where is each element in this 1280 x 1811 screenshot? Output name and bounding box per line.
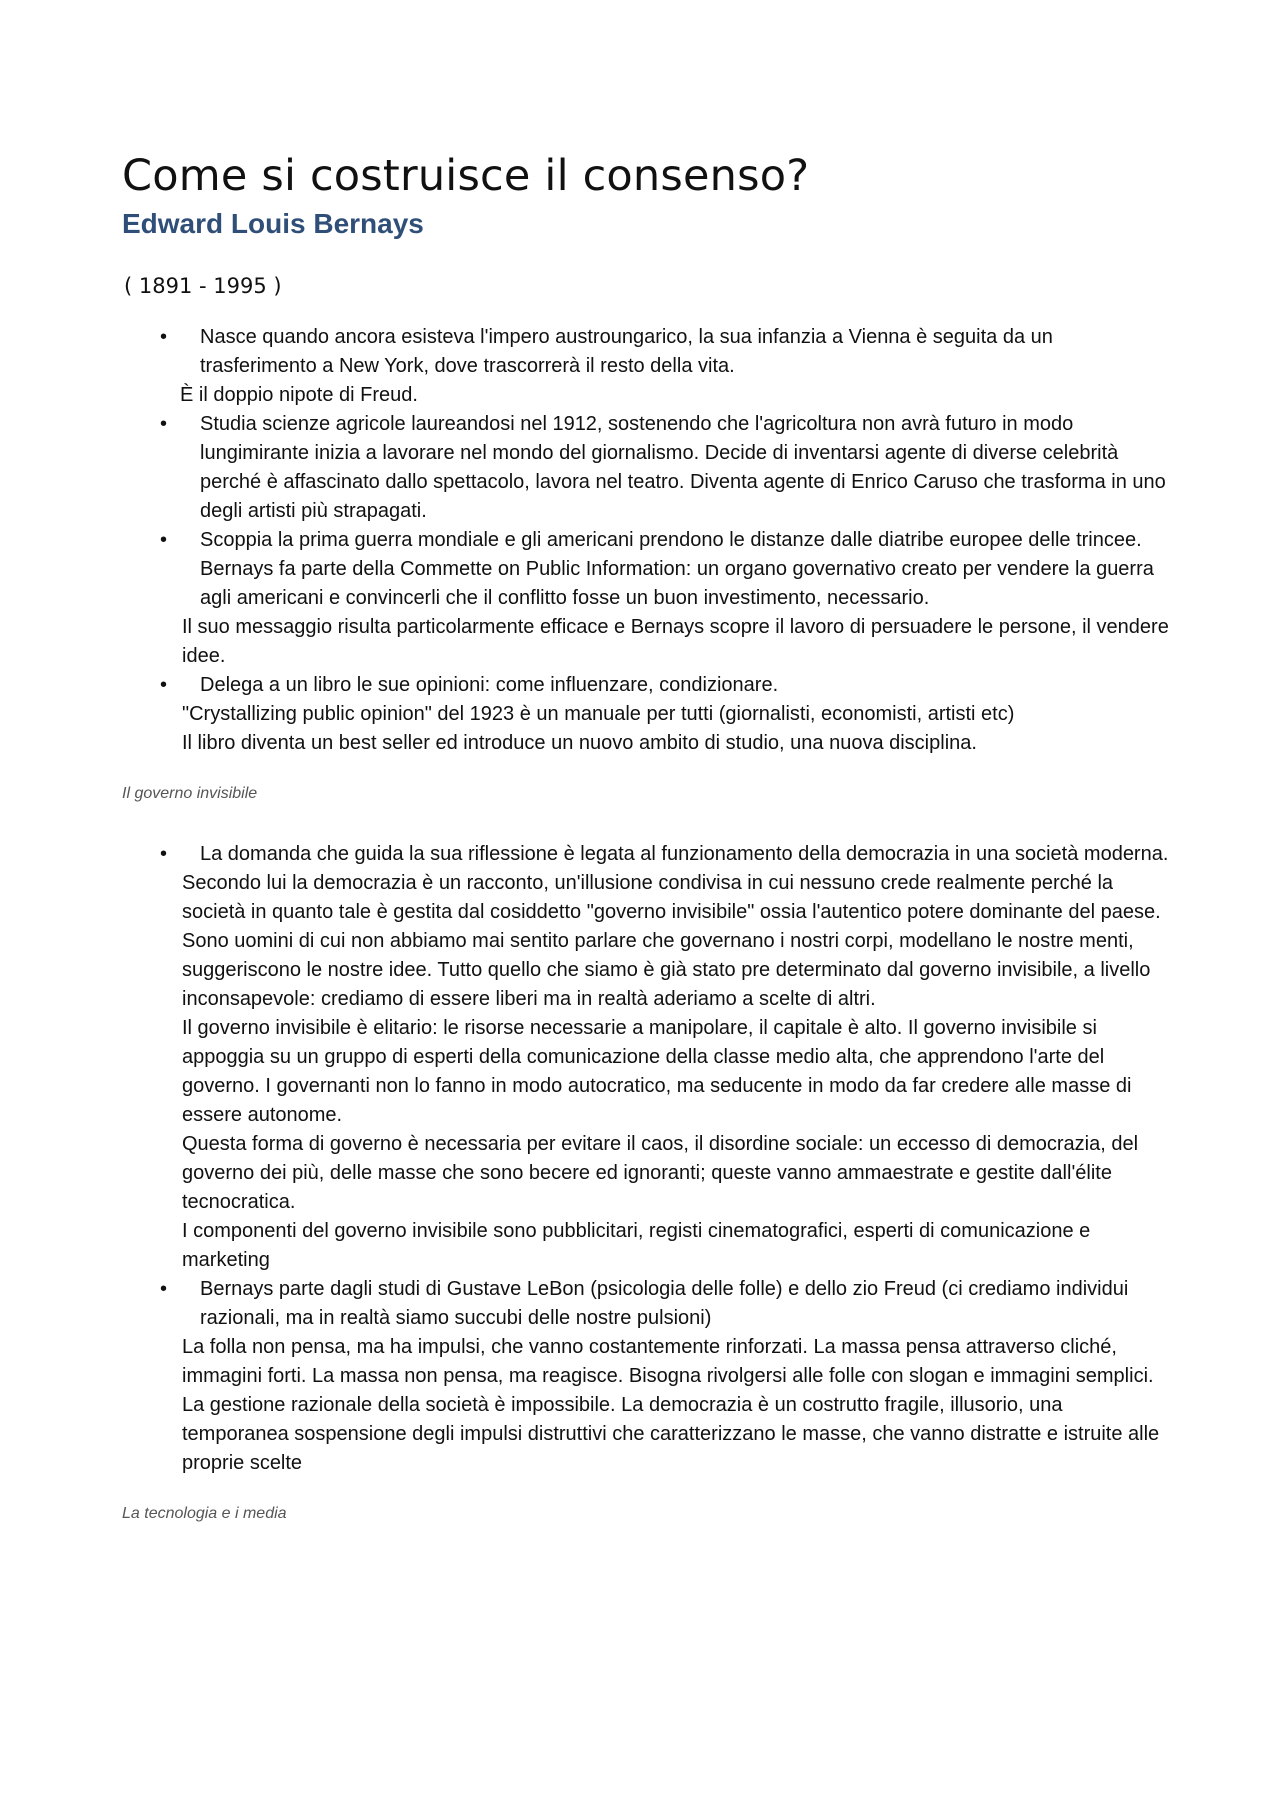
bullet-text: Scoppia la prima guerra mondiale e gli americani prendono le distanze dalle diatribe europee delle trincee. Bernays fa parte della Commette on Public Information: un organo governativo creato per vendere la guerra agli americani e convincerli che il conflitto fosse un buon investimento, necessario. [200, 529, 1154, 609]
bullet-text: Bernays parte dagli studi di Gustave LeBon (psicologia delle folle) e dello zio Freud (ci crediamo individui razionali, ma in realtà siamo succubi delle nostre pulsioni) [200, 1278, 1129, 1329]
list-item [122, 840, 1172, 869]
bullet-icon: • [160, 843, 168, 865]
section-heading-governo-invisibile: Il governo invisibile [122, 785, 258, 802]
paragraph: La folla non pensa, ma ha impulsi, che vanno costantemente rinforzati. La massa pensa attraverso cliché, immagini forti. La massa non pensa, ma reagisce. Bisogna rivolgersi alle folle con slogan e immagini semplici. [182, 1336, 1154, 1387]
document-subtitle: Edward Louis Bernays [122, 208, 424, 239]
bullet-text: Nasce quando ancora esisteva l'impero austroungarico, la sua infanzia a Vienna è seguita da un trasferimento a New York, dove trascorrerà il resto della vita. [200, 326, 1053, 377]
list-item [122, 323, 1172, 381]
paragraph: Il governo invisibile è elitario: le risorse necessarie a manipolare, il capitale è alto. Il governo invisibile si appoggia su un gruppo di esperti della comunicazione della classe medio alta, che apprendono l'arte del governo. I governanti non lo fanno in modo autocratico, ma seducente in modo da far credere alle masse di essere autonome. [182, 1017, 1132, 1126]
life-dates: ( 1891 - 1995 ) [124, 274, 282, 298]
section-heading-tecnologia-media: La tecnologia e i media [122, 1505, 287, 1522]
list-item [122, 671, 1172, 700]
bullet-icon: • [160, 326, 168, 348]
bullet-text: La domanda che guida la sua riflessione è legata al funzionamento della democrazia in una società moderna. [200, 843, 1169, 865]
list-item-continuation [122, 613, 1172, 671]
biography-list [122, 323, 1172, 758]
list-item-continuation [122, 1333, 1172, 1478]
list-item [122, 526, 1172, 613]
paragraph: Il suo messaggio risulta particolarmente efficace e Bernays scopre il lavoro di persuadere le persone, il vendere idee. [182, 616, 1169, 667]
bullet-icon: • [160, 1278, 168, 1300]
document-title: Come si costruisce il consenso? [122, 151, 810, 201]
bullet-icon: • [160, 413, 168, 435]
list-item-continuation [122, 869, 1172, 1275]
paragraph: La gestione razionale della società è impossibile. La democrazia è un costrutto fragile, illusorio, una temporanea sospensione degli impulsi distruttivi che caratterizzano le masse, che vanno distratte e istruite alle proprie scelte [182, 1394, 1160, 1474]
governo-invisibile-section [122, 840, 1172, 1478]
document-page [122, 150, 1172, 1525]
bullet-icon: • [160, 674, 168, 696]
list-item [122, 1275, 1172, 1333]
paragraph: Questa forma di governo è necessaria per evitare il caos, il disordine sociale: un eccesso di democrazia, del governo dei più, delle masse che sono becere ed ignoranti; queste vanno ammaestrate e gestite dall'élite tecnocratica. [182, 1133, 1139, 1213]
paragraph: Il libro diventa un best seller ed introduce un nuovo ambito di studio, una nuova disciplina. [182, 732, 977, 754]
paragraph: È il doppio nipote di Freud. [180, 384, 418, 406]
bullet-icon: • [160, 529, 168, 551]
biography-section [122, 323, 1172, 758]
list-item-continuation [122, 381, 1172, 410]
list-item [122, 410, 1172, 526]
paragraph: Secondo lui la democrazia è un racconto, un'illusione condivisa in cui nessuno crede realmente perché la società in quanto tale è gestita dal cosiddetto "governo invisibile" ossia l'autentico potere dominante del paese. Sono uomini di cui non abbiamo mai sentito parlare che governano i nostri corpi, modellano le nostre menti, suggeriscono le nostre idee. Tutto quello che siamo è già stato pre determinato dal governo invisibile, a livello inconsapevole: crediamo di essere liberi ma in realtà aderiamo a scelte di altri. [182, 872, 1161, 1010]
governo-list [122, 840, 1172, 1478]
bullet-text: Delega a un libro le sue opinioni: come influenzare, condizionare. [200, 674, 779, 696]
paragraph: I componenti del governo invisibile sono pubblicitari, registi cinematografici, esperti di comunicazione e marketing [182, 1220, 1091, 1271]
list-item-continuation [122, 700, 1172, 758]
bullet-text: Studia scienze agricole laureandosi nel 1912, sostenendo che l'agricoltura non avrà futuro in modo lungimirante inizia a lavorare nel mondo del giornalismo. Decide di inventarsi agente di diverse celebrità perché è affascinato dallo spettacolo, lavora nel teatro. Diventa agente di Enrico Caruso che trasforma in uno degli artisti più strapagati. [200, 413, 1166, 522]
paragraph: "Crystallizing public opinion" del 1923 è un manuale per tutti (giornalisti, economisti, artisti etc) [182, 703, 1015, 725]
